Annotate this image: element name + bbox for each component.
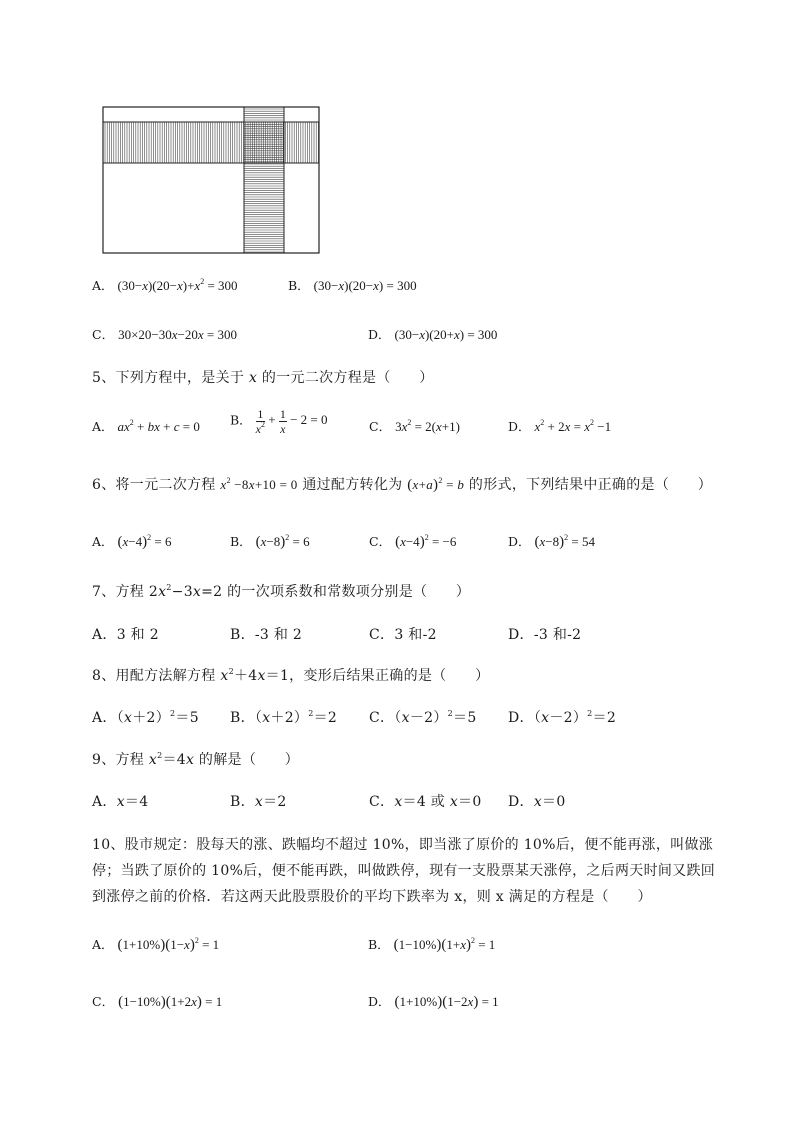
q9-stem: 9、方程 $x^2=4x$ 的解是（ ） [92, 751, 300, 768]
q5-option-c[interactable]: C． $3x^2 = 2(x+1)$ [369, 418, 460, 434]
q10-option-a[interactable]: A． $(1+10\%)(1-x)^2 = 1$ [92, 936, 220, 953]
q10-stem-line3: 到涨停之前的价格．若这两天此股票股价的平均下跌率为 x，则 x 满足的方程是（ ） [92, 889, 652, 905]
q7-option-b[interactable]: B．-3 和 2 [230, 627, 303, 643]
q10-stem-line1: 10、股市规定：股每天的涨、跌幅均不超过 10%，即当涨了原价的 10%后，便不能再涨，叫做涨 [92, 837, 714, 853]
q7-option-d[interactable]: D．-3 和-2 [508, 627, 582, 643]
q7-option-a[interactable]: A．3 和 2 [92, 627, 159, 643]
q9-option-d[interactable]: D．x＝0 [508, 794, 566, 810]
rectangle-figure [102, 106, 322, 256]
q4-option-d[interactable]: D． (30−x)(20+x) = 300 [368, 327, 498, 342]
q9-option-b[interactable]: B．x＝2 [230, 794, 287, 810]
q5-option-a[interactable]: A． $ax^2$ + bx + c = 0 [92, 418, 200, 434]
q6-option-a[interactable]: A． $(x-4)^2 = 6$ [92, 533, 172, 550]
q4-c-expr: 30×20−30x−20x = 300 [118, 327, 237, 342]
q5-stem: 5、下列方程中，是关于 x 的一元二次方程是（ ） [92, 370, 434, 386]
q8-option-d[interactable]: D．$(x-2)^2=2$ [508, 709, 617, 726]
q4-a-expr: $(30-x)(20-x)+x^2 = 300$ [117, 277, 238, 293]
q5-option-d[interactable]: D． $x^2 + 2x = x^2 -1$ [508, 418, 612, 434]
q10-option-c[interactable]: C． (1−10%)(1+2x) = 1 [92, 994, 223, 1010]
q6-option-c[interactable]: C． $(x-4)^2 = -6$ [369, 533, 457, 550]
q5-option-b[interactable]: B． $\frac{1}{x^2}$ + $\frac{1}{x}$ − 2 = 0 [230, 407, 328, 436]
q4-option-c[interactable]: C． 30×20−30x−20x = 300 [92, 327, 237, 342]
q8-stem: 8、用配方法解方程 $x^2+4x=1$，变形后结果正确的是（ ） [92, 667, 490, 684]
q8-option-b[interactable]: B．$(x+2)^2=2$ [230, 709, 338, 726]
q9-option-a[interactable]: A．x＝4 [92, 794, 149, 810]
q10-option-b[interactable]: B． $(1-10\%)(1+x)^2 = 1$ [368, 936, 496, 953]
q4-option-b[interactable]: B． (30−x)(20−x) = 300 [288, 278, 417, 293]
q8-option-c[interactable]: C．$(x-2)^2=5$ [369, 709, 477, 726]
q4-option-a[interactable]: A． $(30-x)(20-x)+x^2 = 300$ [92, 277, 238, 293]
q10-option-d[interactable]: D． (1+10%)(1−2x) = 1 [368, 994, 499, 1010]
q6-option-d[interactable]: D． $(x-8)^2 = 54$ [508, 533, 595, 550]
q8-option-a[interactable]: A．$(x+2)^2=5$ [92, 709, 199, 726]
q6-option-b[interactable]: B． $(x-8)^2 = 6$ [230, 533, 310, 550]
q4-d-expr: (30−x)(20+x) = 300 [394, 327, 498, 342]
q10-stem-line2: 停；当跌了原价的 10%后，便不能再跌，叫做跌停，现有一支股票某天涨停，之后两天时间又跌回 [92, 863, 716, 879]
q4-b-expr: (30−x)(20−x) = 300 [313, 278, 417, 293]
q9-option-c[interactable]: C．x＝4 或 x＝0 [369, 794, 482, 810]
q7-option-c[interactable]: C．3 和-2 [369, 627, 437, 643]
q7-stem: 7、方程 $2x^2-3x=2$ 的一次项系数和常数项分别是（ ） [92, 583, 471, 600]
q6-stem: 6、将一元二次方程 $x^2 -8x+10 = 0$ 通过配方转化为 $(x+a)^2 = b$ 的形式，下列结果中正确的是（ ） [92, 476, 713, 493]
